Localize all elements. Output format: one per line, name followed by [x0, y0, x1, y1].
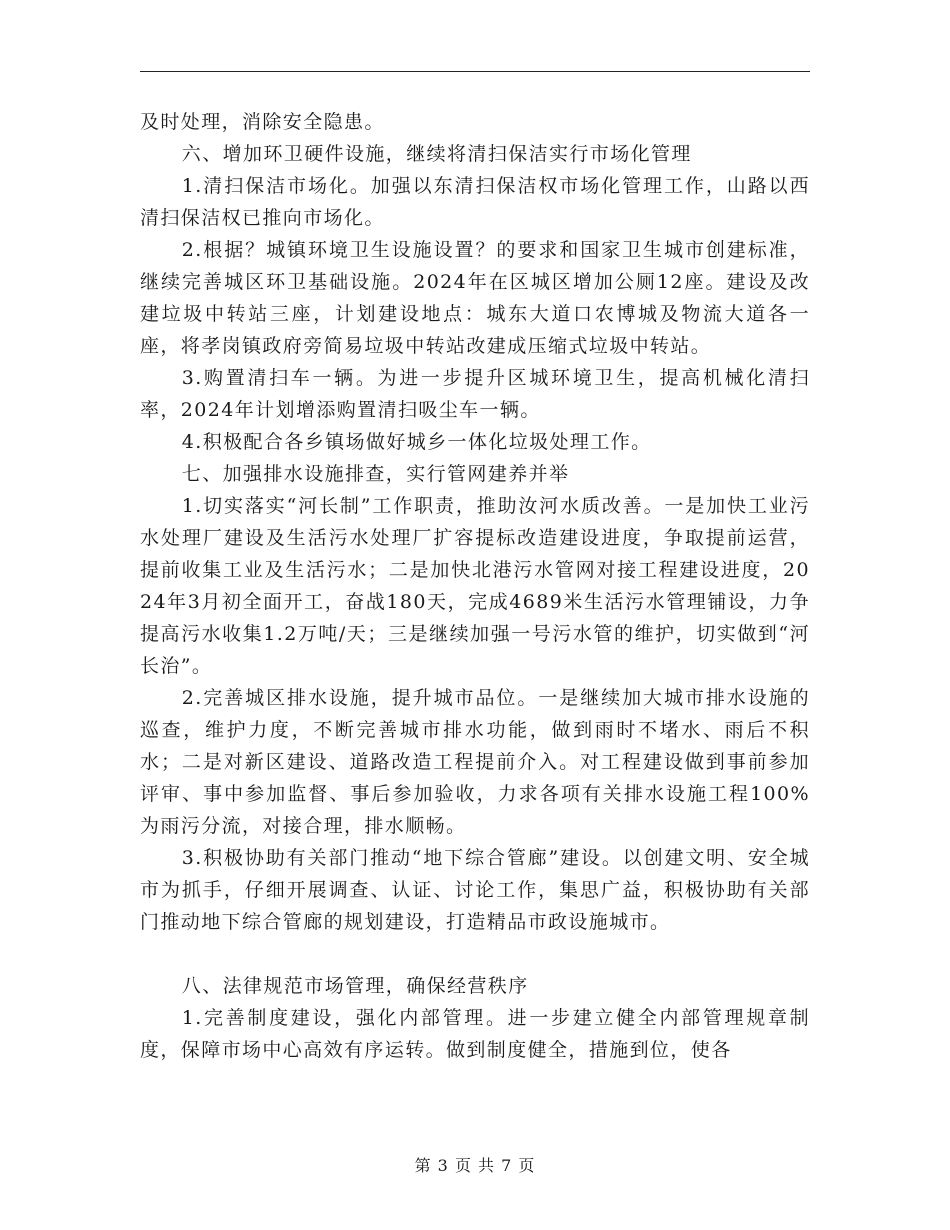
paragraph: 2.完善城区排水设施，提升城市品位。一是继续加大城市排水设施的巡查，维护力度，不断完善城市排水功能，做到雨时不堵水、雨后不积水；二是对新区建设、道路改造工程提前介入。对工程建设做到事前参加评审、事中参加监督、事后参加验收，力求各项有关排水设施工程100%为雨污分流，对接合理，排水顺畅。 [140, 687, 810, 837]
paragraph: 及时处理，消除安全隐患。 [140, 111, 385, 133]
section-heading-6: 六、增加环卫硬件设施，继续将清扫保洁实行市场化管理 [181, 143, 692, 165]
paragraph: 4.积极配合各乡镇场做好城乡一体化垃圾处理工作。 [181, 431, 652, 453]
section-heading-7: 七、加强排水设施排查，实行管网建养并举 [181, 463, 570, 485]
paragraph: 1.切实落实“河长制”工作职责，推助汝河水质改善。一是加快工业污水处理厂建设及生活污水处理厂扩容提标改造建设进度，争取提前运营，提前收集工业及生活污水；二是加快北港污水管网对接工程建设进度，2024年3月初全面开工，奋战180天，完成4689米生活污水管理铺设，力争提高污水收集1.2万吨/天；三是继续加强一号污水管的维护，切实做到“河长治”。 [140, 495, 810, 677]
section-heading-8: 八、法律规范市场管理，确保经营秩序 [181, 975, 529, 997]
paragraph: 1.完善制度建设，强化内部管理。进一步建立健全内部管理规章制度，保障市场中心高效有序运转。做到制度健全，措施到位，使各 [140, 1007, 810, 1061]
header-rule [140, 71, 810, 72]
page-number: 第 3 页 共 7 页 [414, 1156, 536, 1175]
paragraph: 3.购置清扫车一辆。为进一步提升区城环境卫生，提高机械化清扫率，2024年计划增添购置清扫吸尘车一辆。 [140, 367, 810, 421]
paragraph: 3.积极协助有关部门推动“地下综合管廊”建设。以创建文明、安全城市为抓手，仔细开展调查、认证、讨论工作，集思广益，积极协助有关部门推动地下综合管廊的规划建设，打造精品市政设施城市。 [140, 847, 810, 933]
paragraph: 2.根据？城镇环境卫生设施设置？的要求和国家卫生城市创建标准，继续完善城区环卫基础设施。2024年在区城区增加公厕12座。建设及改建垃圾中转站三座，计划建设地点：城东大道口农博城及物流大道各一座，将孝岗镇政府旁简易垃圾中转站改建成压缩式垃圾中转站。 [140, 239, 810, 357]
paragraph: 1.清扫保洁市场化。加强以东清扫保洁权市场化管理工作，山路以西清扫保洁权已推向市场化。 [140, 175, 810, 229]
document-body [140, 106, 810, 1066]
